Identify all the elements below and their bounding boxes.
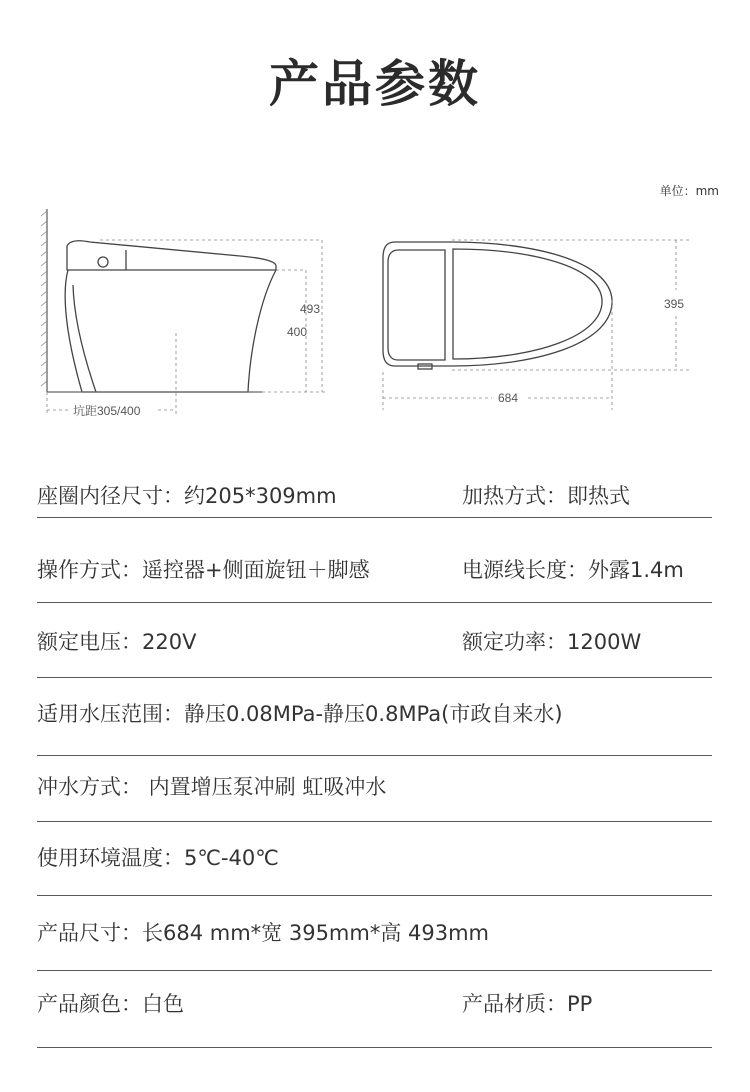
spec-water-pressure: 适用水压范围：静压0.08MPa-静压0.8MPa(市政自来水)	[37, 702, 563, 726]
side-view-drawing	[41, 209, 276, 392]
spec-temperature: 使用环境温度：5℃-40℃	[37, 846, 279, 870]
spec-row	[37, 971, 712, 1048]
unit-label: 单位：mm	[659, 184, 719, 198]
spec-color: 产品颜色：白色	[37, 992, 184, 1016]
spec-operation: 操作方式：遥控器+侧面旋钮＋脚感	[37, 558, 370, 582]
spec-seat-size: 座圈内径尺寸：约205*309mm	[37, 484, 337, 508]
spec-row	[37, 678, 712, 756]
spec-material: 产品材质：PP	[462, 992, 593, 1016]
product-dimension-diagram	[0, 200, 750, 430]
side-height-label: 493	[300, 302, 321, 316]
spec-flush-method: 冲水方式： 内置增压泵冲刷 虹吸冲水	[37, 775, 387, 799]
spec-power: 额定功率：1200W	[462, 630, 642, 654]
spec-row	[37, 896, 712, 971]
spec-dimensions: 产品尺寸：长684 mm*宽 395mm*高 493mm	[37, 921, 490, 945]
rough-in-label: 坑距305/400	[73, 404, 141, 418]
spec-heating-method: 加热方式：即热式	[462, 484, 630, 508]
spec-table	[37, 455, 712, 1048]
spec-power-cord: 电源线长度：外露1.4m	[462, 558, 684, 582]
spec-row	[37, 518, 712, 603]
spec-row	[37, 756, 712, 822]
top-view-drawing	[383, 242, 612, 369]
page-title: 产品参数	[269, 55, 481, 113]
spec-voltage: 额定电压：220V	[37, 630, 197, 654]
spec-row	[37, 455, 712, 518]
top-width-label: 395	[664, 297, 685, 311]
side-seat-height-label: 400	[287, 325, 308, 339]
top-length-label: 684	[498, 391, 519, 405]
spec-row	[37, 822, 712, 896]
spec-row	[37, 603, 712, 678]
